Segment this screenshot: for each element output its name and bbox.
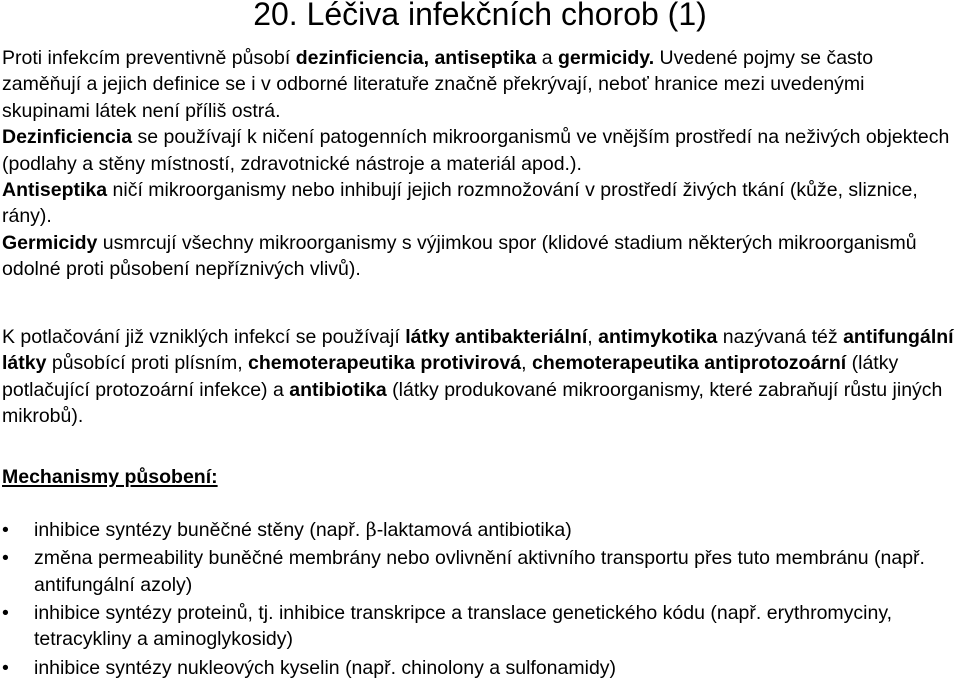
mechanisms-list [0, 517, 955, 683]
definition-germicidy [2, 230, 957, 283]
treatment-text-4: působící proti plísním, [46, 352, 249, 375]
treatment-text-2: , [587, 326, 599, 348]
bullet-icon: • [2, 656, 9, 679]
bullet-icon: • [2, 547, 9, 570]
treatment-text-5: , [521, 352, 532, 375]
term-antimykotika: antimykotika [598, 326, 718, 348]
term-antifungalni-latky: antifungální látky [2, 326, 954, 375]
list-item [0, 517, 955, 543]
definition-germicidy-text: usmrcují všechny mikroorganismy s výjimkou spor (klidové stadium některých mikroorganismů odolné proti působení nepříznivých vlivů). [2, 231, 917, 281]
term-germicidy: Germicidy [2, 231, 98, 254]
treatment-paragraph [2, 324, 957, 430]
term-antibiotika: antibiotika [289, 378, 387, 401]
list-item-text: inhibice syntézy buněčné stěny (např. [34, 519, 366, 541]
intro-text-1: Proti infekcím preventivně působí [2, 47, 296, 69]
mechanisms-heading: Mechanismy působení: [2, 466, 218, 488]
definition-dezinficiencia-text: se používají k ničení patogenních mikroorganismů ve vnějším prostředí na neživých objektech (podlahy a stěny místností, zdravotnické nástroje a materiál apod.). [2, 126, 950, 175]
bullet-icon: • [2, 601, 9, 624]
intro-text-2: a [536, 47, 559, 69]
treatment-text-3: nazývaná též [717, 326, 844, 348]
list-item [0, 600, 955, 652]
treatment-section [2, 324, 957, 430]
list-item-text: inhibice syntézy nukleových kyselin (např. chinolony a sulfonamidy) [34, 656, 617, 679]
page-title: 20. Léčiva infekčních chorob (1) [253, 0, 707, 32]
list-item [0, 545, 955, 597]
definition-antiseptika-text: ničí mikroorganismy nebo inhibují jejich rozmnožování v prostředí živých tkání (kůže, sliznice, rány). [2, 179, 918, 228]
list-item-text: inhibice syntézy proteinů, tj. inhibice transkripce a translace genetického kódu (např. erythromyciny, tetracykliny a aminoglykosidy) [34, 601, 893, 651]
treatment-text-1: K potlačování již vzniklých infekcí se používají [2, 326, 406, 348]
term-dezinficiencia: Dezinficiencia [2, 126, 133, 149]
list-item-text-end: -laktamová antibiotika) [376, 519, 572, 541]
intro-bold-dezinficiencia-antiseptika: dezinficiencia, antiseptika [295, 47, 537, 69]
list-item-text: změna permeability buněčné membrány nebo ovlivnění aktivního transportu přes tuto membránu (např. antifungální azoly) [34, 547, 925, 596]
term-latky-antibakterialni: látky antibakteriální [405, 326, 588, 348]
definition-antiseptika [2, 177, 957, 230]
bullet-icon: • [2, 519, 9, 541]
intro-text-3: Uvedené pojmy se často zaměňují a jejich definice se i v odborné literatuře značně překrývají, neboť hranice mezi uvedenými skupinami látek není příliš ostrá. [2, 47, 874, 122]
list-item [0, 655, 955, 681]
term-chemoterapeutika-protivirova: chemoterapeutika protivirová [248, 352, 522, 375]
treatment-text-6: (látky potlačující protozoární infekce) a [2, 352, 899, 401]
term-chemoterapeutika-antiprotozoarni: chemoterapeutika antiprotozoární [531, 352, 847, 375]
definition-dezinficiencia [2, 124, 957, 177]
term-antiseptika: Antiseptika [2, 179, 108, 202]
intro-paragraph [2, 45, 957, 124]
intro-bold-germicidy: germicidy. [558, 47, 655, 69]
intro-section [2, 45, 957, 283]
treatment-text-7: (látky produkované mikroorganismy, které zabraňují růstu jiných mikrobů). [2, 378, 943, 428]
beta-symbol: β [365, 519, 377, 541]
